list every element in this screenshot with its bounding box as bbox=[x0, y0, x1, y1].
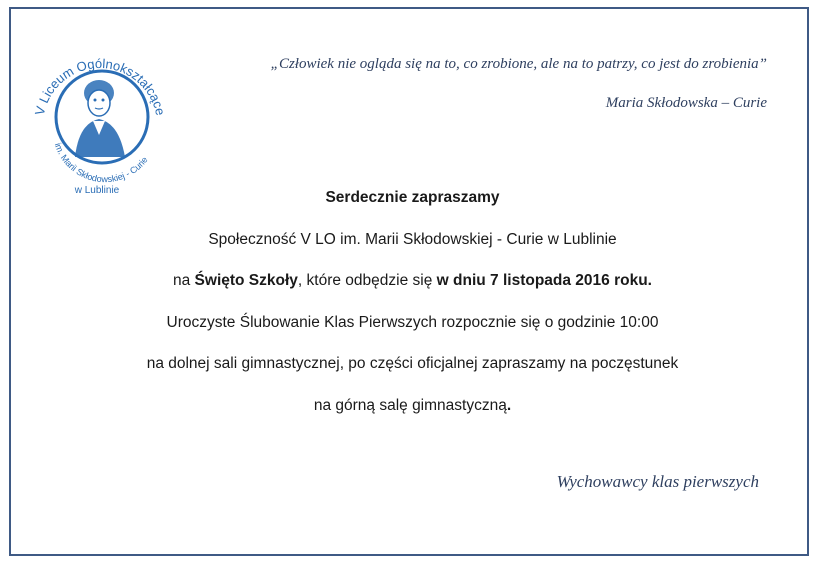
logo-city: w Lublinie bbox=[74, 185, 120, 196]
quote-text: „Człowiek nie ogląda się na to, co zrobione, ale na to patrzy, co jest do zrobienia” bbox=[270, 56, 767, 72]
portrait-icon bbox=[75, 80, 125, 157]
invitation-location-line: na dolnej sali gimnastycznej, po części oficjalnej zapraszamy na poczęstunek bbox=[146, 355, 679, 372]
school-logo bbox=[27, 45, 177, 205]
event-name: Święto Szkoły bbox=[194, 272, 298, 289]
logo-arc-bottom: im. Marii Skłodowskiej - Curie bbox=[52, 141, 150, 185]
signature: Wychowawcy klas pierwszych bbox=[556, 472, 759, 491]
quote-author: Maria Skłodowska – Curie bbox=[605, 95, 767, 111]
event-mid: , które odbędzie się bbox=[297, 272, 437, 289]
refreshments-period: . bbox=[506, 397, 512, 414]
invitation-heading: Serdecznie zapraszamy bbox=[325, 189, 500, 206]
invitation-event-line bbox=[0, 272, 825, 290]
event-pre: na bbox=[172, 272, 195, 289]
invitation-ceremony-line: Uroczyste Ślubowanie Klas Pierwszych rozpocznie się o godzinie 10:00 bbox=[166, 314, 659, 331]
event-date: w dniu 7 listopada 2016 roku. bbox=[436, 272, 652, 289]
invitation-refreshments-line bbox=[0, 397, 825, 415]
logo-arc-top: V Liceum Ogólnokształcące bbox=[31, 55, 169, 117]
invitation-community-line: Społeczność V LO im. Marii Skłodowskiej - Curie w Lublinie bbox=[208, 231, 617, 248]
refreshments-text: na górną salę gimnastyczną bbox=[313, 397, 507, 414]
